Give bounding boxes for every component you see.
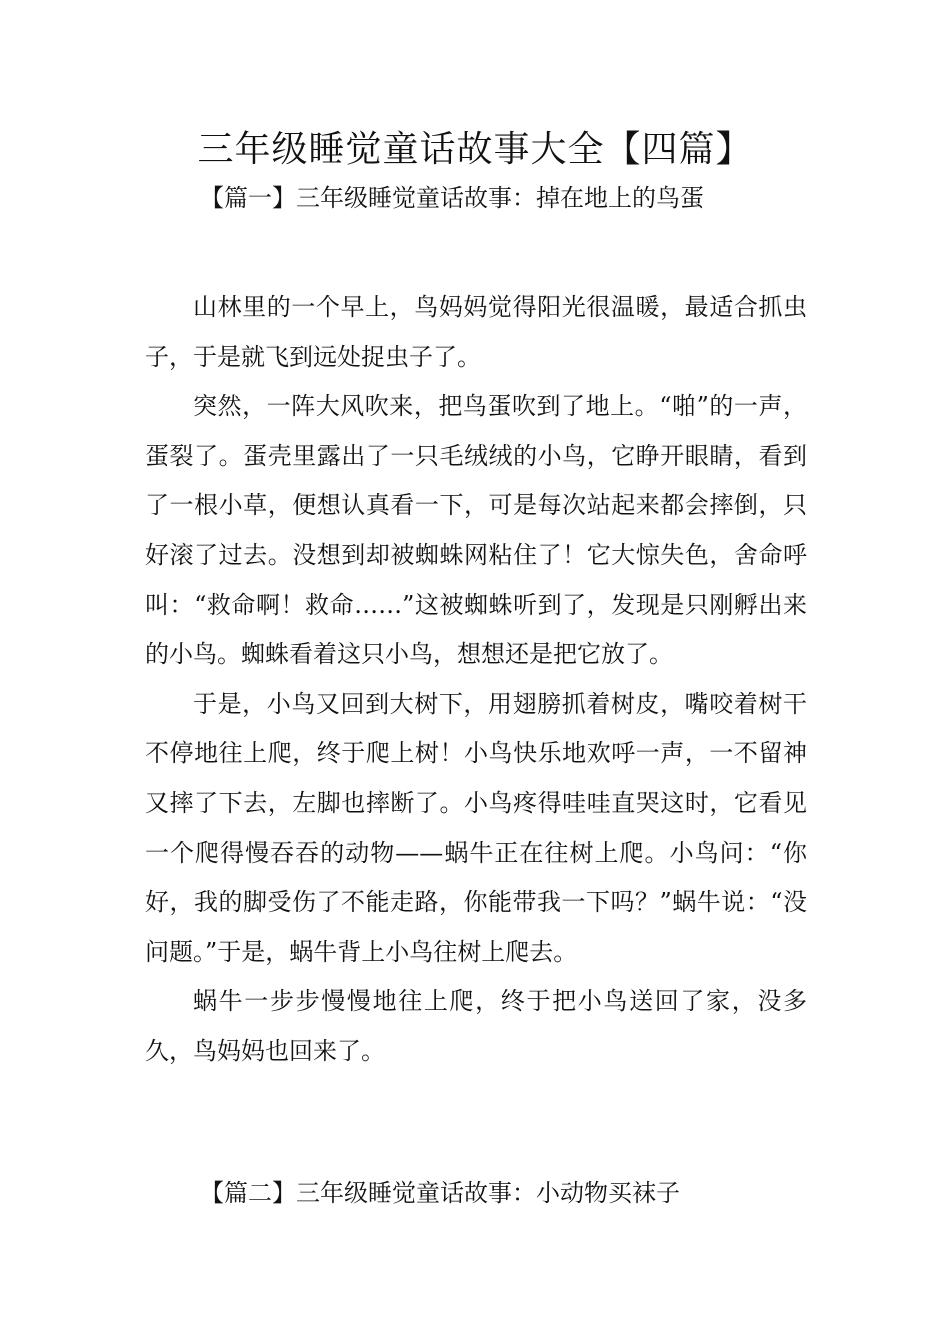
paragraph: 于是，小鸟又回到大树下，用翅膀抓着树皮，嘴咬着树干不停地往上爬，终于爬上树！小鸟快乐地欢呼一声，一不留神又摔了下去，左脚也摔断了。小鸟疼得哇哇直哭这时，它看见一个爬得慢吞吞的动物——蜗牛正在往树上爬。小鸟问：“你好，我的脚受伤了不能走路，你能带我一下吗？”蜗牛说：“没问题。”于是，蜗牛背上小鸟往树上爬去。 [145, 689, 807, 966]
document-title: 三年级睡觉童话故事大全【四篇】 [197, 129, 753, 170]
paragraph: 山林里的一个早上，鸟妈妈觉得阳光很温暖，最适合抓虫子，于是就飞到远处捉虫子了。 [145, 293, 807, 371]
section-heading-1: 【篇一】三年级睡觉童话故事：掉在地上的鸟蛋 [200, 184, 704, 212]
paragraph: 突然，一阵大风吹来，把鸟蛋吹到了地上。“啪”的一声，蛋裂了。蛋壳里露出了一只毛绒绒的小鸟，它睁开眼睛，看到了一根小草，便想认真看一下，可是每次站起来都会摔倒，只好滚了过去。没想到却被蜘蛛网粘住了！它大惊失色，舍命呼叫：“救命啊！救命……”这被蜘蛛听到了，发现是只刚孵出来的小鸟。蜘蛛看着这只小鸟，想想还是把它放了。 [145, 392, 807, 669]
paragraph: 蜗牛一步步慢慢地往上爬，终于把小鸟送回了家，没多久，鸟妈妈也回来了。 [145, 987, 807, 1065]
section-heading-2: 【篇二】三年级睡觉童话故事：小动物买袜子 [200, 1179, 680, 1207]
story-body [145, 283, 807, 1077]
